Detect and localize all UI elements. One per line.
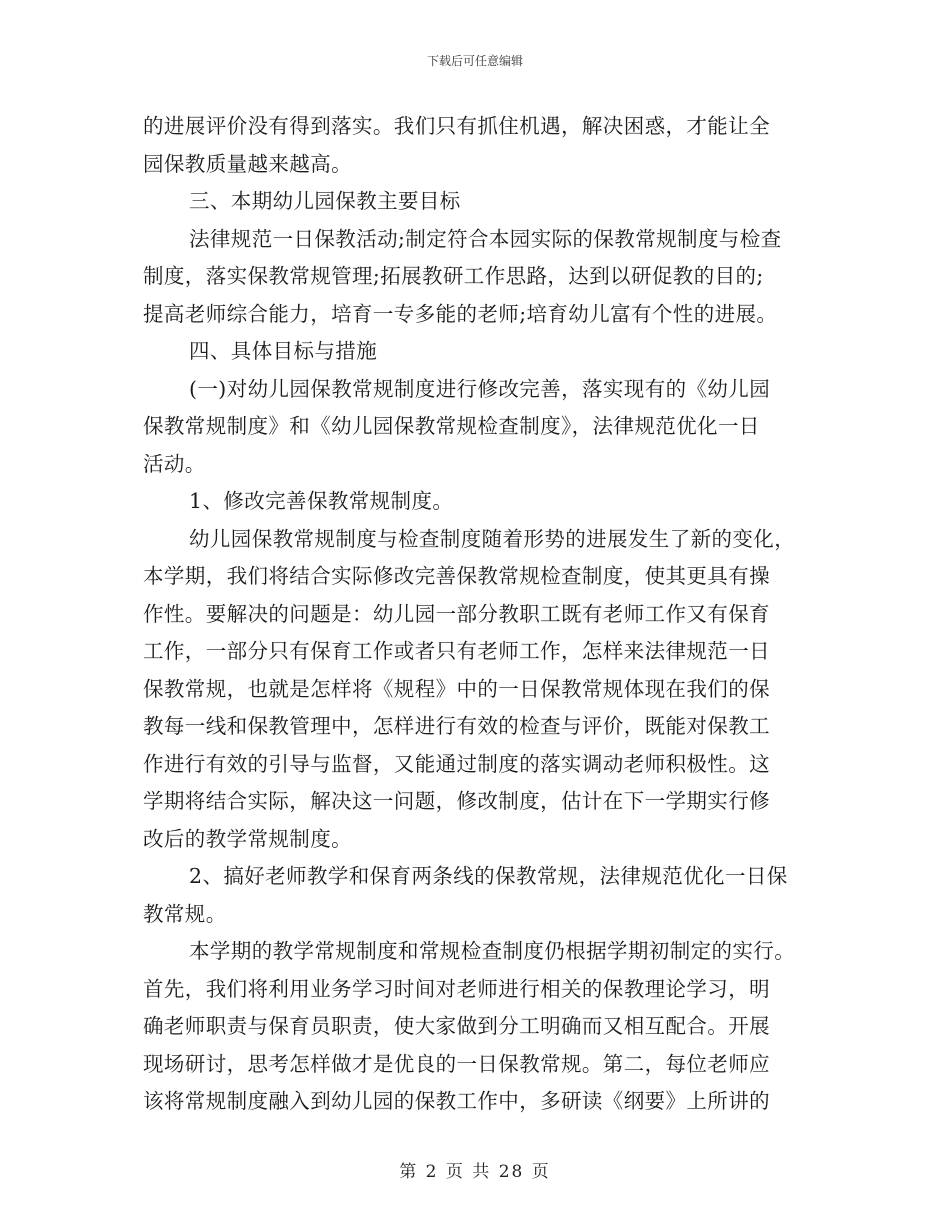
page-header: 下载后可任意编辑 — [426, 54, 523, 68]
text-line: 首先，我们将利用业务学习时间对老师进行相关的保教理论学习，明 — [143, 976, 770, 1001]
text-line: 保教常规，也就是怎样将《规程》中的一日保教常规体现在我们的保 — [143, 676, 770, 701]
text-line: 园保教质量越来越高。 — [143, 151, 352, 176]
text-line: 幼儿园保教常规制度与检查制度随着形势的进展发生了新的变化， — [189, 526, 796, 551]
text-line: 四、具体目标与措施 — [189, 339, 378, 363]
text-line: 确老师职责与保育员职责，使大家做到分工明确而又相互配合。开展 — [143, 1014, 770, 1038]
text-line: 学期将结合实际，解决这一问题，修改制度，估计在下一学期实行修 — [143, 789, 770, 813]
text-line: 法律规范一日保教活动;制定符合本园实际的保教常规制度与检查 — [189, 226, 782, 251]
text-line: 提高老师综合能力，培育一专多能的老师;培育幼儿富有个性的进展。 — [143, 301, 778, 326]
text-line: 作进行有效的引导与监督，又能通过制度的落实调动老师积极性。这 — [143, 751, 770, 776]
text-line: 活动。 — [143, 451, 206, 476]
text-line: 该将常规制度融入到幼儿园的保教工作中，多研读《纲要》上所讲的 — [143, 1089, 770, 1113]
text-line: 教每一线和保教管理中，怎样进行有效的检查与评价，既能对保教工 — [143, 714, 770, 738]
text-line: 作性。要解决的问题是：幼儿园一部分教职工既有老师工作又有保育 — [143, 601, 770, 626]
text-line: (一)对幼儿园保教常规制度进行修改完善，落实现有的《幼儿园 — [189, 376, 771, 401]
text-line: 2、搞好老师教学和保育两条线的保教常规，法律规范优化一日保 — [189, 864, 788, 888]
page-footer: 第 2 页 共 28 页 — [399, 1162, 551, 1182]
text-line: 三、本期幼儿园保教主要目标 — [189, 189, 461, 213]
text-line: 本学期，我们将结合实际修改完善保教常规检查制度，使其更具有操 — [143, 564, 770, 588]
text-line: 的进展评价没有得到落实。我们只有抓住机遇，解决困惑，才能让全 — [143, 114, 770, 138]
text-line: 本学期的教学常规制度和常规检查制度仍根据学期初制定的实行。 — [189, 939, 796, 963]
text-line: 制度，落实保教常规管理;拓展教研工作思路，达到以研促教的目的; — [143, 264, 764, 288]
text-line: 现场研讨，思考怎样做才是优良的一日保教常规。第二，每位老师应 — [143, 1051, 770, 1076]
text-line: 工作，一部分只有保育工作或者只有老师工作，怎样来法律规范一日 — [143, 639, 770, 663]
text-line: 教常规。 — [143, 901, 227, 926]
text-line: 保教常规制度》和《幼儿园保教常规检查制度》，法律规范优化一日 — [143, 414, 760, 438]
text-line: 改后的教学常规制度。 — [143, 826, 352, 851]
document-body — [143, 108, 808, 1121]
text-line: 1、修改完善保教常规制度。 — [189, 489, 454, 513]
